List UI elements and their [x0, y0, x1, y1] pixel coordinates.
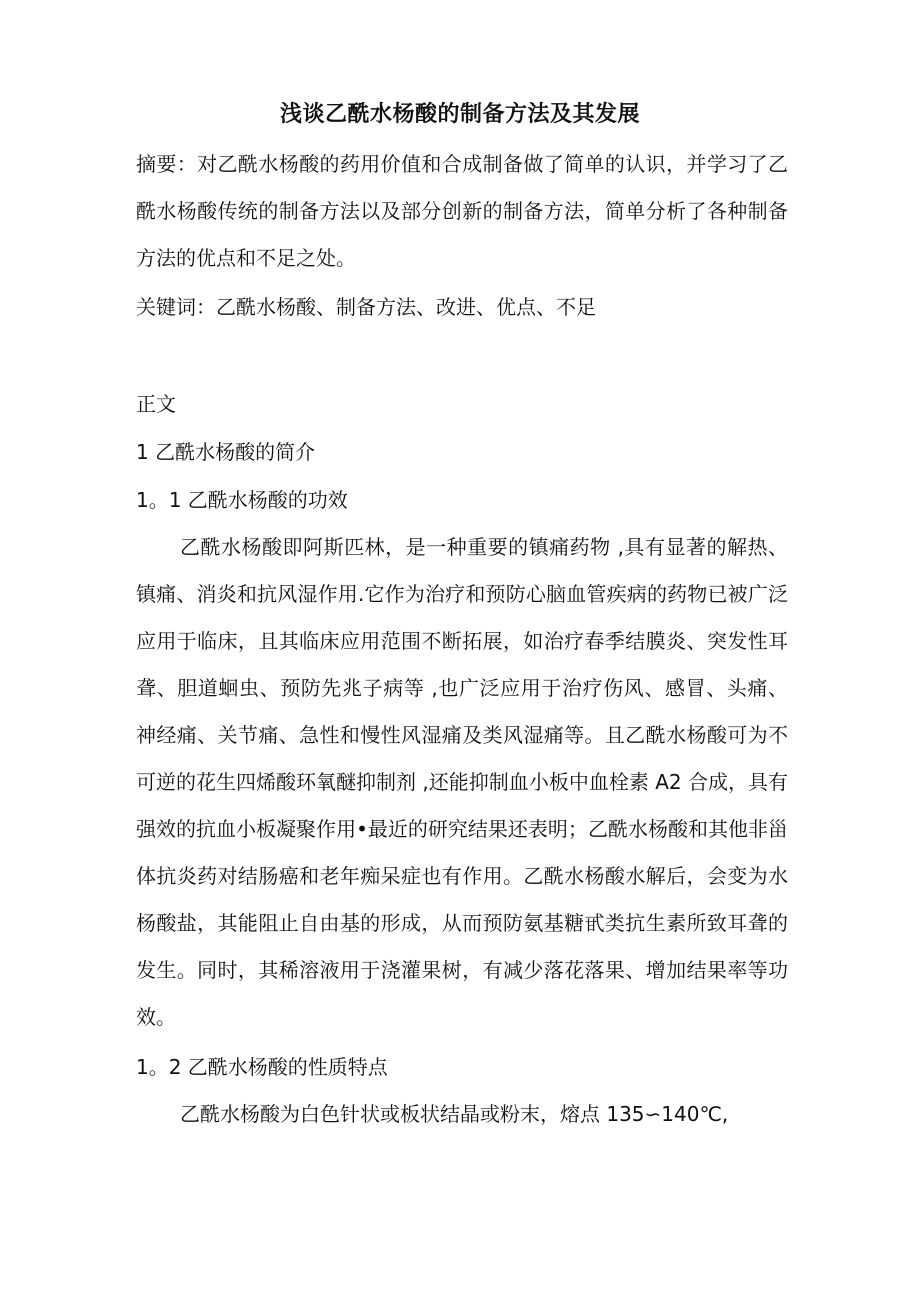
keywords-line: 关键词：乙酰水杨酸、制备方法、改进、优点、不足 — [136, 295, 596, 319]
body-paragraph-properties: 乙酰水杨酸为白色针状或板状结晶或粉末，熔点 135∽140℃, — [180, 1102, 729, 1126]
section-heading-1: 1 乙酰水杨酸的简介 — [136, 440, 316, 464]
document-title: 浅谈乙酰水杨酸的制备方法及其发展 — [279, 102, 640, 127]
body-label: 正文 — [136, 392, 176, 416]
abstract-paragraph: 摘要：对乙酰水杨酸的药用价值和合成制备做了简单的认识，并学习了乙酰水杨酸传统的制备方法以及部分创新的制备方法，简单分析了各种制备方法的优点和不足之处。 — [136, 152, 788, 270]
section-heading-1-1: 1。1 乙酰水杨酸的功效 — [136, 488, 348, 512]
body-paragraph-efficacy: 乙酰水杨酸即阿斯匹林，是一种重要的镇痛药物 ,具有显著的解热、镇痛、消炎和抗风湿作用.它作为治疗和预防心脑血管疾病的药物已被广泛应用于临床，且其临床应用范围不断拓展，如治疗春季结膜炎、突发性耳聋、胆道蛔虫、预防先兆子病等 ,也广泛应用于治疗伤风、感冒、头痛、神经痛、关节痛、急性和慢性风湿痛及类风湿痛等。且乙酰水杨酸可为不可逆的花生四烯酸环氧醚抑制剂 ,还能抑制血小板中血栓素 A2 合成，具有强效的抗血小板凝聚作用•最近的研究结果还表明；乙酰水杨酸和其他非甾体抗炎药对结肠癌和老年痴呆症也有作用。乙酰水杨酸水解后，会变为水杨酸盐，其能阻止自由基的形成，从而预防氨基糖甙类抗生素所致耳聋的发生。同时，其稀溶液用于浇灌果树，有减少落花落果、增加结果率等功效。 — [136, 535, 788, 1029]
section-heading-1-2: 1。2 乙酰水杨酸的性质特点 — [136, 1055, 388, 1079]
